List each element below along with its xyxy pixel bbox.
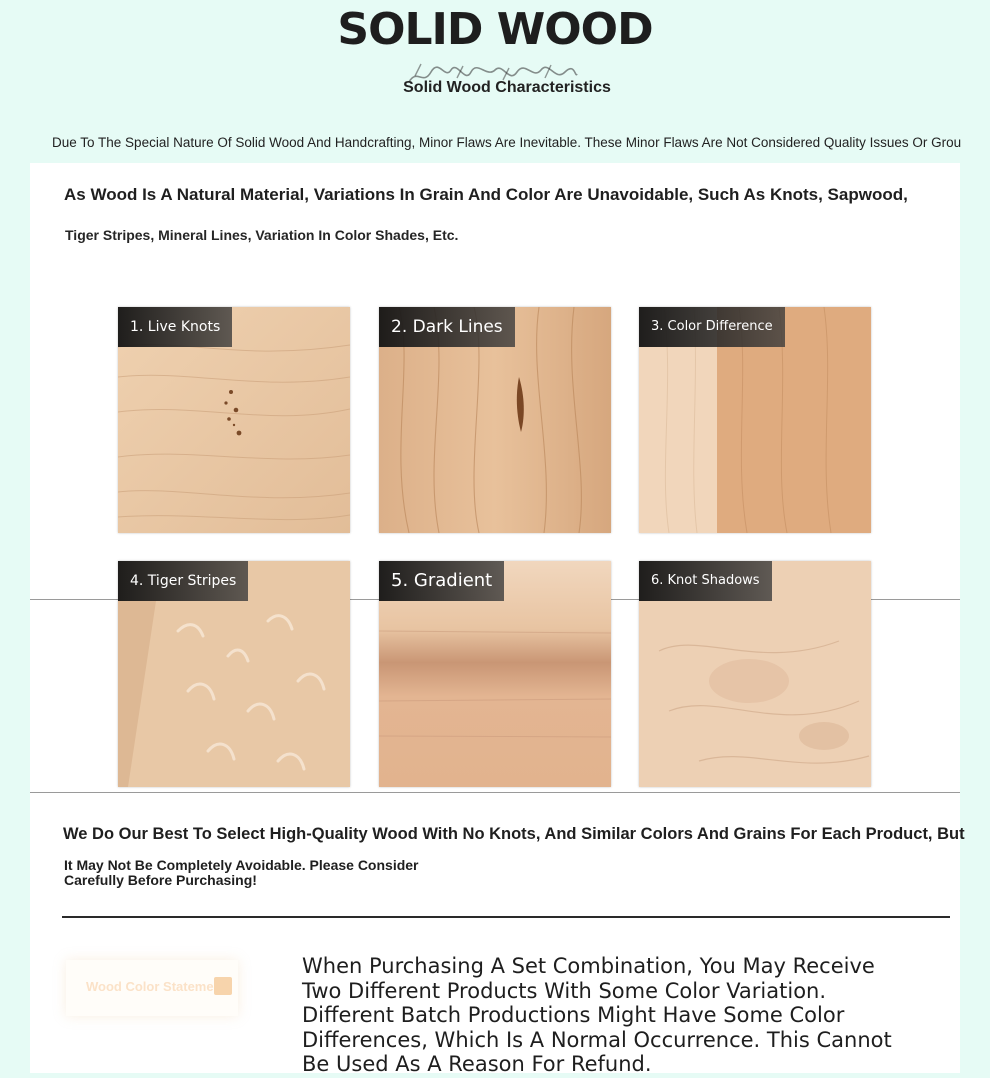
- sample-tile-gradient: [379, 561, 611, 787]
- sample-tile-dark-lines: [379, 307, 611, 533]
- subtitle: Solid Wood Characteristics: [403, 79, 611, 96]
- panel-divider: [30, 792, 960, 793]
- sample-label: 5. Gradient: [379, 561, 504, 601]
- sample-label: 4. Tiger Stripes: [118, 561, 248, 601]
- sample-tile-knot-shadows: [639, 561, 871, 787]
- sample-tile-color-difference: [639, 307, 871, 533]
- sample-label: 6. Knot Shadows: [639, 561, 772, 601]
- section-divider: [62, 916, 950, 918]
- statement-paragraph-set: When Purchasing A Set Combination, You May Receive Two Different Products With Some Color Variation.: [302, 954, 875, 1003]
- wood-color-statement-badge: [66, 960, 238, 1016]
- sample-label: 3. Color Difference: [639, 307, 785, 347]
- note-subheading: It May Not Be Completely Avoidable. Please Consider Carefully Before Purchasing!: [64, 857, 419, 888]
- badge-mark-icon: [214, 977, 232, 995]
- sample-label: 1. Live Knots: [118, 307, 232, 347]
- intro-subheading: Tiger Stripes, Mineral Lines, Variation In Color Shades, Etc.: [65, 227, 459, 243]
- disclaimer-text: Due To The Special Nature Of Solid Wood And Handcrafting, Minor Flaws Are Inevitable. These Minor Flaws Are Not Considered Quality Issues Or Grou: [52, 135, 962, 150]
- sample-tile-live-knots: [118, 307, 350, 533]
- badge-label: Wood Color Stateme: [86, 979, 214, 994]
- color-statement-text: [302, 954, 902, 1077]
- sample-tile-tiger-stripes: [118, 561, 350, 787]
- intro-heading: As Wood Is A Natural Material, Variations In Grain And Color Are Unavoidable, Such As Knots, Sapwood,: [64, 185, 908, 204]
- page-title: SOLID WOOD: [337, 4, 653, 55]
- sample-label: 2. Dark Lines: [379, 307, 515, 347]
- note-heading: We Do Our Best To Select High-Quality Wood With No Knots, And Similar Colors And Grains For Each Product, But: [63, 825, 965, 843]
- statement-paragraph-batch: Different Batch Productions Might Have Some Color Differences, Which Is A Normal Occurrence. This Cannot Be Used As A Reason For Refund.: [302, 1003, 892, 1076]
